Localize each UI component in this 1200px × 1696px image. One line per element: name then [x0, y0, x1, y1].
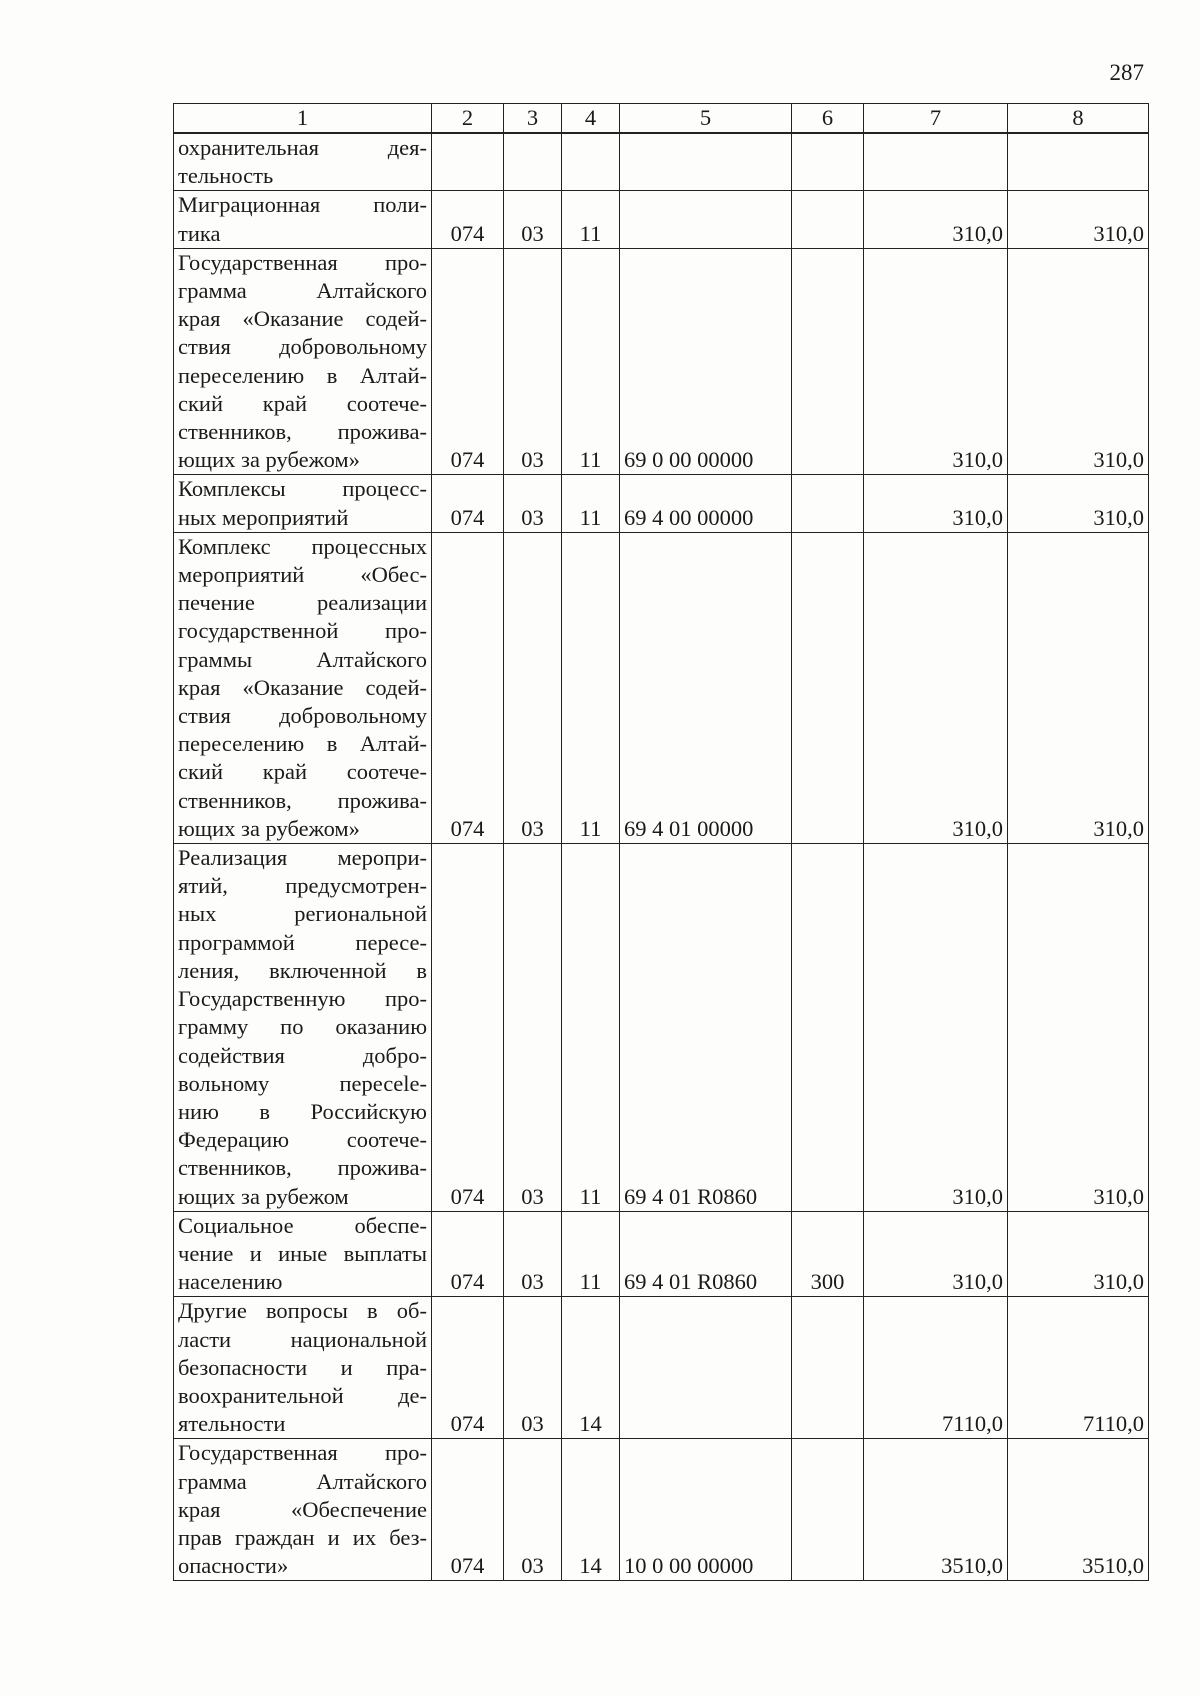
row-name-line: Реализация меропри- — [178, 845, 427, 871]
amount-cell-8: 7110,0 — [1008, 1297, 1149, 1439]
amount-cell-8: 310,0 — [1008, 532, 1149, 843]
target-article-cell: 10 0 00 00000 — [620, 1439, 792, 1581]
row-name-line: ственников, прожива- — [178, 787, 427, 813]
row-name-line: Другие вопросы в об- — [178, 1298, 427, 1324]
row-name-cell — [174, 1297, 432, 1439]
amount-cell-7: 7110,0 — [864, 1297, 1008, 1439]
row-name-line: тельность — [178, 163, 274, 189]
row-name-cell — [174, 248, 432, 475]
amount-cell-8: 310,0 — [1008, 191, 1149, 248]
expense-type-cell — [792, 532, 864, 843]
target-article-cell — [620, 191, 792, 248]
expense-type-cell — [792, 1439, 864, 1581]
row-name-line: грамму по оказанию — [178, 1014, 427, 1040]
row-name-line: края «Оказание содей- — [178, 306, 427, 332]
admin-code-cell: 074 — [432, 248, 504, 475]
row-name-line: Комплекс процессных — [178, 533, 427, 559]
section-code-cell: 03 — [504, 1211, 562, 1297]
admin-code-cell: 074 — [432, 1439, 504, 1581]
expense-type-cell — [792, 475, 864, 532]
section-code-cell: 03 — [504, 844, 562, 1212]
column-header-2: 2 — [432, 104, 504, 134]
row-name-cell — [174, 133, 432, 191]
row-name-line: ющих за рубежом — [178, 1183, 349, 1209]
budget-table — [173, 103, 1149, 1581]
section-code-cell: 03 — [504, 1439, 562, 1581]
subsection-code-cell: 11 — [562, 844, 620, 1212]
subsection-code-cell: 11 — [562, 248, 620, 475]
subsection-code-cell: 14 — [562, 1439, 620, 1581]
row-name-line: государственной про- — [178, 618, 427, 644]
table-row — [174, 191, 1149, 248]
expense-type-cell — [792, 844, 864, 1212]
row-name-line: опасности» — [178, 1553, 289, 1579]
admin-code-cell: 074 — [432, 191, 504, 248]
section-code-cell: 03 — [504, 475, 562, 532]
admin-code-cell — [432, 133, 504, 191]
amount-cell-8: 310,0 — [1008, 1211, 1149, 1297]
row-name-cell — [174, 844, 432, 1212]
row-name-line: ления, включенной в — [178, 957, 427, 983]
row-name-cell — [174, 1439, 432, 1581]
row-name-line: ющих за рубежом» — [178, 815, 360, 841]
amount-cell-8 — [1008, 133, 1149, 191]
row-name-line: безопасности и пра- — [178, 1354, 427, 1380]
amount-cell-8: 310,0 — [1008, 248, 1149, 475]
row-name-line: тика — [178, 220, 221, 246]
section-code-cell — [504, 133, 562, 191]
table-row — [174, 1439, 1149, 1581]
table-row — [174, 844, 1149, 1212]
row-name-line: ласти национальной — [178, 1326, 427, 1352]
section-code-cell: 03 — [504, 191, 562, 248]
column-header-3: 3 — [504, 104, 562, 134]
target-article-cell: 69 0 00 00000 — [620, 248, 792, 475]
expense-type-cell — [792, 1297, 864, 1439]
row-name-line: ных мероприятий — [178, 504, 349, 530]
row-name-line: ственников, прожива- — [178, 419, 427, 445]
row-name-line: края «Обеспечение — [178, 1496, 427, 1522]
expense-type-cell: 300 — [792, 1211, 864, 1297]
admin-code-cell: 074 — [432, 475, 504, 532]
row-name-cell — [174, 475, 432, 532]
row-name-line: вольному пересele- — [178, 1070, 427, 1096]
page-number: 287 — [1109, 60, 1144, 85]
table-header-row — [174, 104, 1149, 134]
table-body — [174, 133, 1149, 1581]
row-name-cell — [174, 191, 432, 248]
target-article-cell — [620, 133, 792, 191]
row-name-line: переселению в Алтай- — [178, 731, 427, 757]
row-name-line: нию в Российскую — [178, 1098, 427, 1124]
table-row — [174, 1211, 1149, 1297]
row-name-line: ствия добровольному — [178, 334, 427, 360]
row-name-line: содействия добро- — [178, 1042, 427, 1068]
amount-cell-7: 310,0 — [864, 1211, 1008, 1297]
table-row — [174, 1297, 1149, 1439]
amount-cell-7: 310,0 — [864, 844, 1008, 1212]
column-header-1: 1 — [174, 104, 432, 134]
column-header-4: 4 — [562, 104, 620, 134]
row-name-line: Государственную про- — [178, 986, 427, 1012]
table-row — [174, 133, 1149, 191]
column-header-7: 7 — [864, 104, 1008, 134]
target-article-cell — [620, 1297, 792, 1439]
amount-cell-7: 3510,0 — [864, 1439, 1008, 1581]
section-code-cell: 03 — [504, 532, 562, 843]
row-name-line: грамма Алтайского — [178, 1468, 427, 1494]
section-code-cell: 03 — [504, 1297, 562, 1439]
row-name-line: программой пересе- — [178, 929, 427, 955]
table-row — [174, 475, 1149, 532]
admin-code-cell: 074 — [432, 1211, 504, 1297]
column-header-8: 8 — [1008, 104, 1149, 134]
row-name-line: Федерацию соотече- — [178, 1127, 427, 1153]
row-name-line: мероприятий «Обес- — [178, 562, 427, 588]
target-article-cell: 69 4 01 R0860 — [620, 844, 792, 1212]
row-name-line: населению — [178, 1269, 283, 1295]
row-name-line: ственников, прожива- — [178, 1155, 427, 1181]
row-name-line: грамма Алтайского — [178, 278, 427, 304]
table-row — [174, 532, 1149, 843]
row-name-line: ющих за рубежом» — [178, 447, 360, 473]
row-name-line: ствия добровольному — [178, 703, 427, 729]
row-name-line: печение реализации — [178, 590, 427, 616]
subsection-code-cell: 11 — [562, 191, 620, 248]
row-name-line: Социальное обеспе- — [178, 1212, 427, 1238]
amount-cell-7: 310,0 — [864, 532, 1008, 843]
row-name-line: ский край соотече- — [178, 759, 427, 785]
amount-cell-8: 3510,0 — [1008, 1439, 1149, 1581]
amount-cell-7: 310,0 — [864, 191, 1008, 248]
amount-cell-8: 310,0 — [1008, 844, 1149, 1212]
row-name-line: Государственная про- — [178, 1440, 427, 1466]
amount-cell-7: 310,0 — [864, 475, 1008, 532]
subsection-code-cell: 11 — [562, 475, 620, 532]
admin-code-cell: 074 — [432, 532, 504, 843]
target-article-cell: 69 4 01 00000 — [620, 532, 792, 843]
section-code-cell: 03 — [504, 248, 562, 475]
row-name-line: Миграционная поли- — [178, 192, 427, 218]
row-name-line: ятельности — [178, 1411, 286, 1437]
amount-cell-8: 310,0 — [1008, 475, 1149, 532]
table-row — [174, 248, 1149, 475]
row-name-cell — [174, 532, 432, 843]
row-name-line: чение и иные выплаты — [178, 1240, 427, 1266]
row-name-line: Государственная про- — [178, 249, 427, 275]
row-name-line: охранительная дея- — [178, 135, 427, 160]
subsection-code-cell — [562, 133, 620, 191]
row-name-line: Комплексы процесс- — [178, 476, 427, 502]
admin-code-cell: 074 — [432, 1297, 504, 1439]
target-article-cell: 69 4 01 R0860 — [620, 1211, 792, 1297]
row-name-line: прав граждан и их без- — [178, 1524, 427, 1550]
subsection-code-cell: 14 — [562, 1297, 620, 1439]
column-header-5: 5 — [620, 104, 792, 134]
admin-code-cell: 074 — [432, 844, 504, 1212]
row-name-line: ных региональной — [178, 901, 427, 927]
column-header-6: 6 — [792, 104, 864, 134]
amount-cell-7: 310,0 — [864, 248, 1008, 475]
amount-cell-7 — [864, 133, 1008, 191]
subsection-code-cell: 11 — [562, 1211, 620, 1297]
row-name-line: ятий, предусмотрен- — [178, 873, 427, 899]
expense-type-cell — [792, 248, 864, 475]
row-name-line: переселению в Алтай- — [178, 362, 427, 388]
target-article-cell: 69 4 00 00000 — [620, 475, 792, 532]
row-name-cell — [174, 1211, 432, 1297]
expense-type-cell — [792, 191, 864, 248]
row-name-line: края «Оказание содей- — [178, 674, 427, 700]
row-name-line: граммы Алтайского — [178, 646, 427, 672]
row-name-line: воохранительной де- — [178, 1382, 427, 1408]
subsection-code-cell: 11 — [562, 532, 620, 843]
expense-type-cell — [792, 133, 864, 191]
row-name-line: ский край соотече- — [178, 390, 427, 416]
